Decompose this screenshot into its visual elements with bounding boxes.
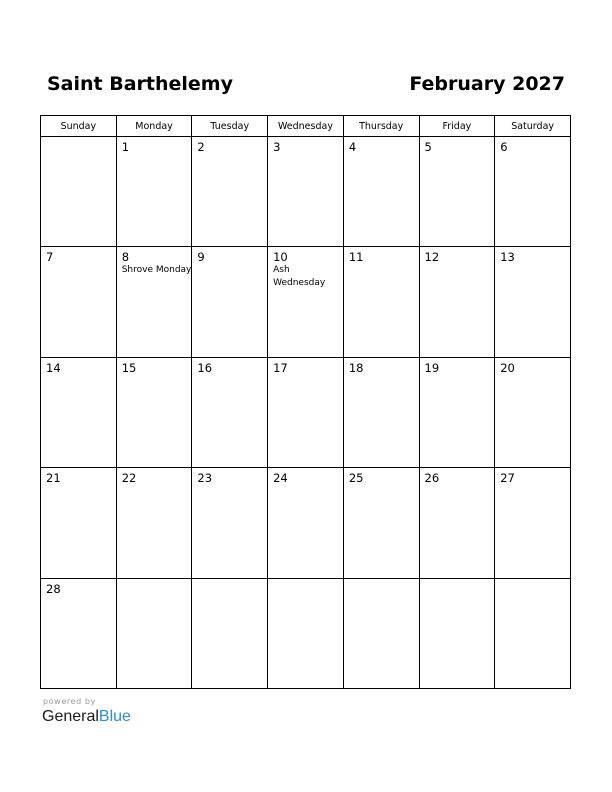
weekday-header-row [41,116,571,137]
day-cell [495,578,571,688]
day-number: 10 [273,250,288,265]
day-number: 7 [46,250,54,265]
day-cell [116,357,192,467]
day-cell [419,578,495,688]
day-cell [343,137,419,247]
day-cell [495,357,571,467]
day-number [41,137,116,140]
day-number: 1 [121,140,130,154]
week-row [41,578,571,688]
generalblue-logo[interactable] [42,708,131,726]
day-cell [192,247,268,357]
day-cell [41,468,117,578]
day-cell [192,578,268,688]
day-number: 8 [121,250,130,265]
weekday-header: Thursday [343,116,419,137]
day-number [420,579,495,582]
logo-text-general: General [42,708,99,725]
day-number: 4 [348,140,357,154]
calendar-grid [40,115,571,689]
weekday-header: Tuesday [192,116,268,137]
day-number: 11 [348,250,364,265]
day-cell [268,247,344,357]
day-number: 9 [197,250,205,265]
logo-text-blue: Blue [98,708,131,725]
day-number [495,579,570,582]
day-cell [268,357,344,467]
holiday-label: Shrove Monday [121,265,192,276]
day-number: 5 [424,140,432,154]
day-number: 21 [46,471,61,486]
calendar-month-title: February 2027 [409,73,565,95]
day-cell [41,357,117,467]
day-cell [192,137,268,247]
day-cell [268,137,344,247]
day-number: 2 [197,140,205,154]
weekday-header: Saturday [495,116,571,137]
day-number [117,579,192,582]
week-row [41,247,571,357]
day-number [344,579,419,582]
day-cell [495,247,571,357]
day-number: 14 [46,360,61,375]
day-number: 17 [273,360,288,375]
day-cell [116,247,192,357]
week-row [41,137,571,247]
day-cell [192,468,268,578]
day-cell [41,247,117,357]
day-number: 19 [424,360,440,375]
week-row [41,468,571,578]
day-number: 6 [500,140,508,154]
day-number: 28 [46,581,61,596]
day-cell [343,468,419,578]
weekday-header: Monday [116,116,192,137]
day-cell [495,137,571,247]
day-number: 18 [348,360,364,375]
day-cell [41,578,117,688]
day-cell [419,468,495,578]
day-number: 27 [500,471,515,486]
day-number: 24 [273,471,288,486]
day-cell [419,247,495,357]
day-cell [268,468,344,578]
day-number: 22 [121,471,137,486]
day-cell [116,468,192,578]
day-cell [41,137,117,247]
day-cell [116,137,192,247]
calendar-country-title: Saint Barthelemy [47,73,233,95]
day-cell [419,137,495,247]
holiday-label: Ash Wednesday [273,265,326,289]
day-cell [343,357,419,467]
day-number: 25 [348,471,364,486]
day-number: 12 [424,250,440,265]
day-cell [419,357,495,467]
day-number: 15 [121,360,137,375]
weekday-header: Wednesday [268,116,344,137]
day-number: 16 [197,360,213,375]
day-cell [192,357,268,467]
day-number: 13 [500,250,515,265]
day-number: 23 [197,471,213,486]
weekday-header: Sunday [41,116,117,137]
day-number: 20 [500,360,515,375]
day-cell [116,578,192,688]
day-cell [268,578,344,688]
day-cell [343,578,419,688]
day-number [192,579,267,582]
day-number [268,579,343,582]
day-number: 3 [273,140,281,154]
weekday-header: Friday [419,116,495,137]
day-number: 26 [424,471,440,486]
powered-by-text: powered by [43,697,96,706]
day-cell [343,247,419,357]
week-row [41,357,571,467]
day-cell [495,468,571,578]
